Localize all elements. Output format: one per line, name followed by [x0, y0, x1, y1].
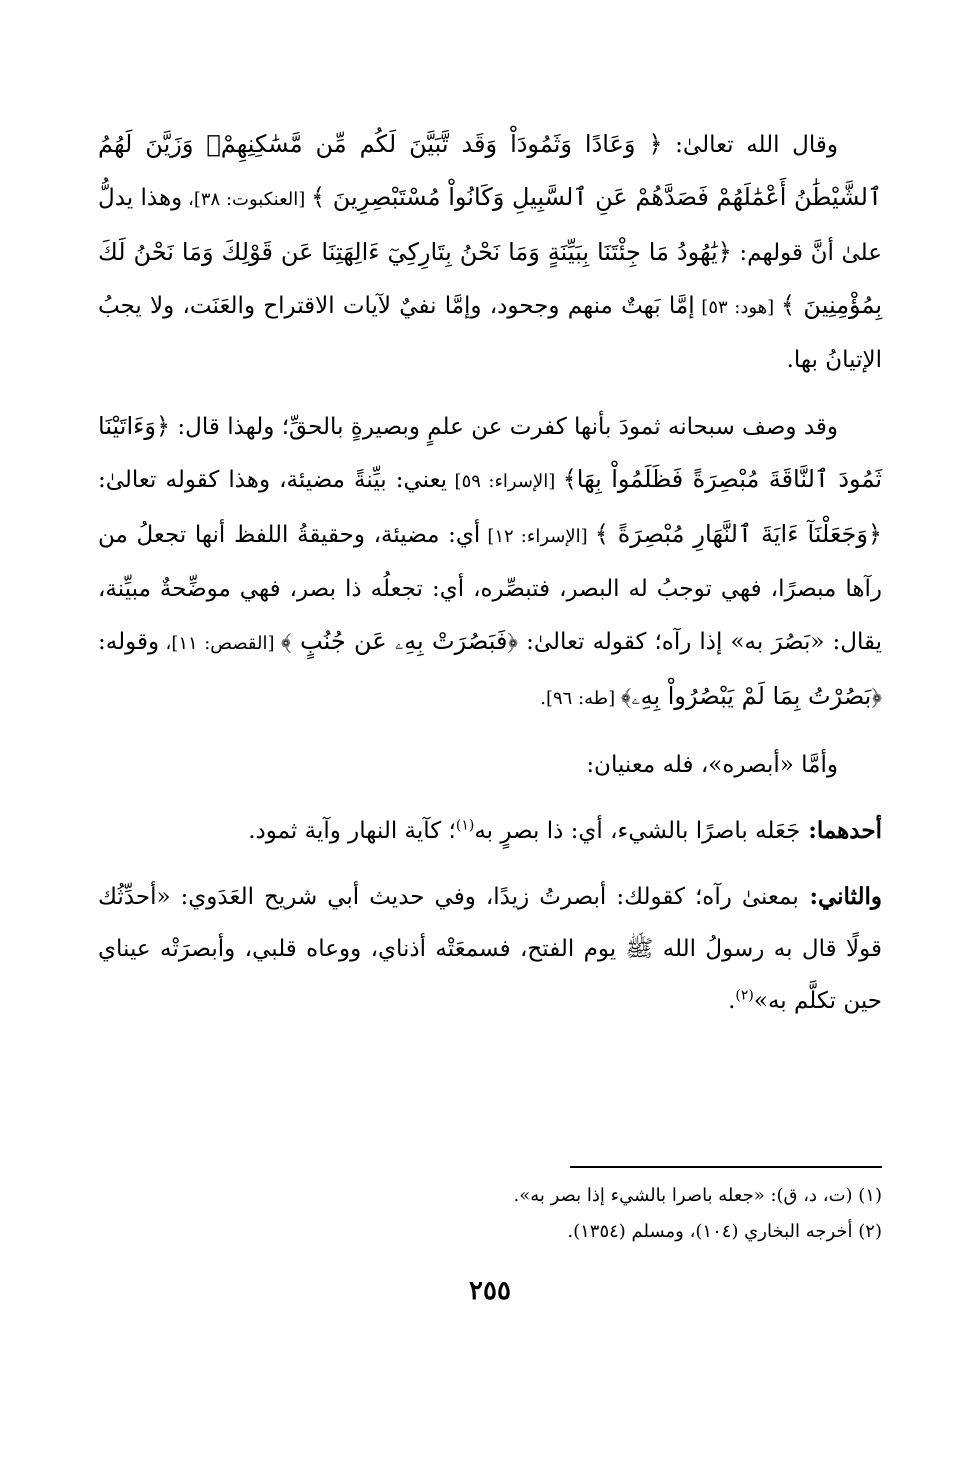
text: وأمَّا «أبصره»، فله معنيان:	[586, 752, 838, 778]
footnote-divider	[570, 1166, 882, 1168]
text: .	[728, 988, 736, 1014]
paragraph-4	[98, 805, 882, 857]
footnotes	[98, 1178, 882, 1250]
page-number: ٢٥٥	[469, 1276, 511, 1306]
footnote-2: (٢) أخرجه البخاري (١٠٤)، ومسلم (١٣٥٤).	[567, 1221, 882, 1242]
quran-verse: ﴿وَجَعَلْنَآ ءَايَةَ ٱلنَّهَارِ مُبْصِرَةً ﴾	[594, 520, 883, 548]
second-meaning-label: والثاني:	[798, 883, 882, 910]
footnote-marker[interactable]: (٢)	[735, 987, 754, 1004]
quran-verse: ﴿يَٰهُودُ مَا جِئْتَنَا بِبَيِّنَةٍ وَمَا نَحْنُ بِتَارِكِيٓ ءَالِهَتِنَا عَن قَوْلِكَ وَمَا نَحْنُ لَكَ بِمُؤْمِنِينَ ﴾	[98, 238, 882, 319]
book-page	[98, 118, 882, 1477]
footnote-1: (١) (ت، د، ق): «جعله باصرا بالشيء إذا بصر به».	[513, 1185, 882, 1206]
quran-verse: ﴿ وَعَادًا وَثَمُودَاْ وَقَد تَّبَيَّنَ لَكُم مِّن مَّسَٰكِنِهِمْۖ وَزَيَّنَ لَهُمُ ٱلشَّيْطَٰنُ أَعْمَٰلَهُمْ فَصَدَّهُمْ عَنِ ٱلسَّبِيلِ وَكَانُواْ مُسْتَبْصِرِينَ ﴾	[98, 130, 883, 211]
text: ؛ كآية النهار وآية ثمود.	[248, 818, 456, 844]
text: وهذا يدلُّ علىٰ أنَّ قولهم:	[98, 185, 882, 266]
quran-verse: ﴿بَصُرْتُ بِمَا لَمْ يَبْصُرُواْ بِهِۦ﴾	[620, 682, 882, 710]
verse-reference: [هود: ٥٣]	[694, 297, 781, 318]
text: وقوله:	[98, 629, 160, 655]
verse-reference: [القصص: ١١]،	[159, 633, 282, 654]
text: أي: مضيئة، وحقيقةُ اللفظ أنها تجعلُ من رآها مبصرًا، فهي توجبُ له البصر، فتبصِّره، أي: تجعلُه ذا بصر، فهي موضِّحةٌ مبيِّنة، يقال: «بَصُرَ به» إذا رآه؛ كقوله تعالىٰ:	[98, 522, 882, 655]
paragraph-3	[98, 739, 882, 791]
text: بمعنىٰ رآه؛ كقولك: أبصرتُ زيدًا، وفي حديث أبي شريح العَدَوي: «أحدِّثُك قولًا قال به رسولُ الله ﷺ يوم الفتح، فسمعَتْه أذناي، ووعاه قلبي، وأبصرَتْه عيناي حين تكلَّم به»	[98, 884, 882, 1014]
paragraph-2	[98, 400, 882, 725]
first-meaning-label: أحدهما:	[800, 817, 882, 844]
paragraph-1	[98, 118, 882, 386]
main-text	[98, 118, 882, 1027]
quran-verse: ﴿فَبَصُرَتْ بِهِۦ عَن جُنُبٍ ﴾	[281, 627, 519, 655]
text: إمَّا بَهتٌ منهم وجحود، وإمَّا نفيٌ لآيات الاقتراح والعَنَت، ولا يجبُ الإتيانُ بها.	[98, 293, 882, 373]
verse-reference: [الإسراء: ٥٩]	[447, 471, 563, 492]
verse-reference: [العنكبوت: ٣٨]،	[182, 189, 312, 210]
text: جَعَله باصرًا بالشيء، أي: ذا بصرٍ به	[474, 818, 801, 844]
verse-reference: [الإسراء: ١٢]	[480, 526, 595, 547]
quran-verse: ﴿وَءَاتَيْنَا ثَمُودَ ٱلنَّاقَةَ مُبْصِرَةً فَظَلَمُواْ بِهَا﴾	[98, 412, 882, 493]
footnote-marker[interactable]: (١)	[455, 817, 475, 834]
verse-reference: [طه: ٩٦].	[540, 688, 621, 709]
paragraph-5	[98, 871, 882, 1027]
text: وقال الله تعالىٰ:	[662, 132, 839, 158]
text: يعني: بيِّنةً مضيئة، وهذا كقوله تعالىٰ:	[98, 467, 448, 493]
text: وقد وصف سبحانه ثمودَ بأنها كفرت عن علمٍ وبصيرةٍ بالحقِّ؛ ولهذا قال:	[170, 414, 838, 440]
